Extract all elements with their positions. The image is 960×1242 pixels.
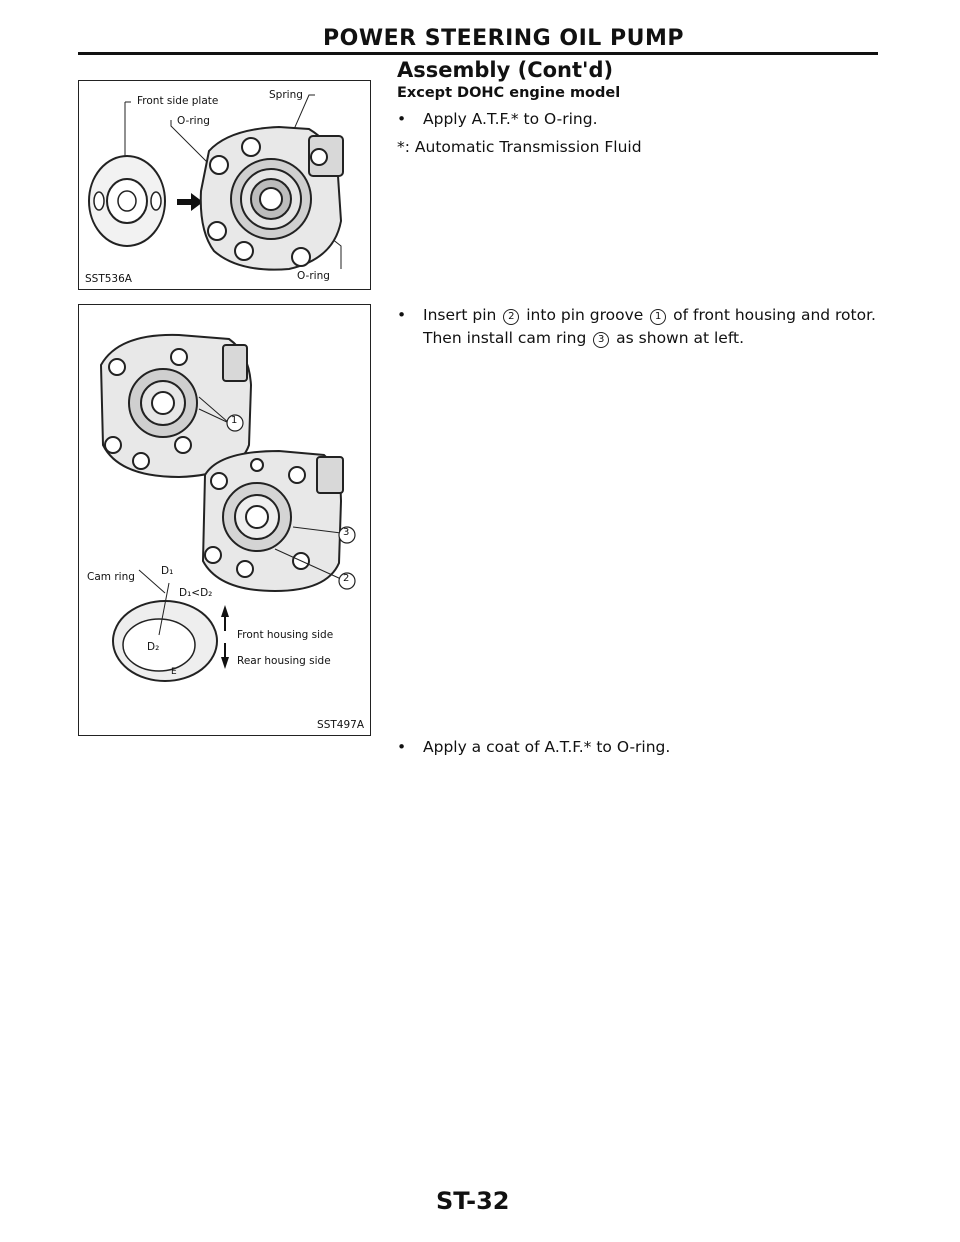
figure-cam-ring-install — [78, 304, 371, 736]
callout-number-1: 1 — [231, 415, 238, 426]
footnote-atf: *: Automatic Transmission Fluid — [397, 138, 642, 156]
instruction-insert-pin — [397, 304, 887, 352]
page-number: ST-32 — [436, 1187, 510, 1215]
instruction-text: Apply A.T.F.* to O-ring. — [423, 110, 598, 128]
section-subheading: Except DOHC engine model — [397, 85, 621, 101]
label-spring: Spring — [269, 89, 303, 101]
figure-code: SST497A — [317, 719, 364, 731]
figure-front-side-plate — [78, 80, 371, 290]
instruction-text — [423, 304, 893, 350]
circled-number-1: 1 — [650, 309, 666, 325]
circled-number-2: 2 — [503, 309, 519, 325]
label-o-ring-bottom: O-ring — [297, 270, 330, 282]
label-front-housing-side: Front housing side — [237, 629, 334, 641]
text-fragment: as shown at left. — [616, 329, 745, 347]
bullet-dot: • — [397, 110, 407, 128]
figure-code: SST536A — [85, 273, 132, 285]
pump-front-plate-illustration — [79, 81, 372, 291]
label-cam-ring: Cam ring — [87, 571, 135, 583]
label-d2: D₂ — [147, 641, 160, 653]
cam-ring-install-illustration — [79, 305, 372, 737]
callout-number-3: 3 — [343, 527, 350, 538]
bullet-dot: • — [397, 738, 407, 756]
page-header-title: POWER STEERING OIL PUMP — [323, 26, 684, 51]
instruction-text: Apply a coat of A.T.F.* to O-ring. — [423, 738, 671, 756]
text-fragment: Insert pin — [423, 306, 497, 324]
circled-number-3: 3 — [593, 332, 609, 348]
text-fragment: of front housing and rotor. — [673, 306, 876, 324]
bullet-dot: • — [397, 306, 407, 324]
label-o-ring-top: O-ring — [177, 115, 210, 127]
label-d1: D₁ — [161, 565, 174, 577]
label-e-mark: E — [171, 667, 177, 677]
header-rule — [78, 52, 878, 55]
label-d1-less-than-d2: D₁<D₂ — [179, 587, 213, 599]
label-rear-housing-side: Rear housing side — [237, 655, 331, 667]
text-fragment: Then install cam ring — [423, 329, 587, 347]
callout-number-2: 2 — [343, 573, 350, 584]
label-front-side-plate: Front side plate — [137, 95, 219, 107]
section-heading: Assembly (Cont'd) — [397, 58, 614, 82]
text-fragment: into pin groove — [526, 306, 644, 324]
